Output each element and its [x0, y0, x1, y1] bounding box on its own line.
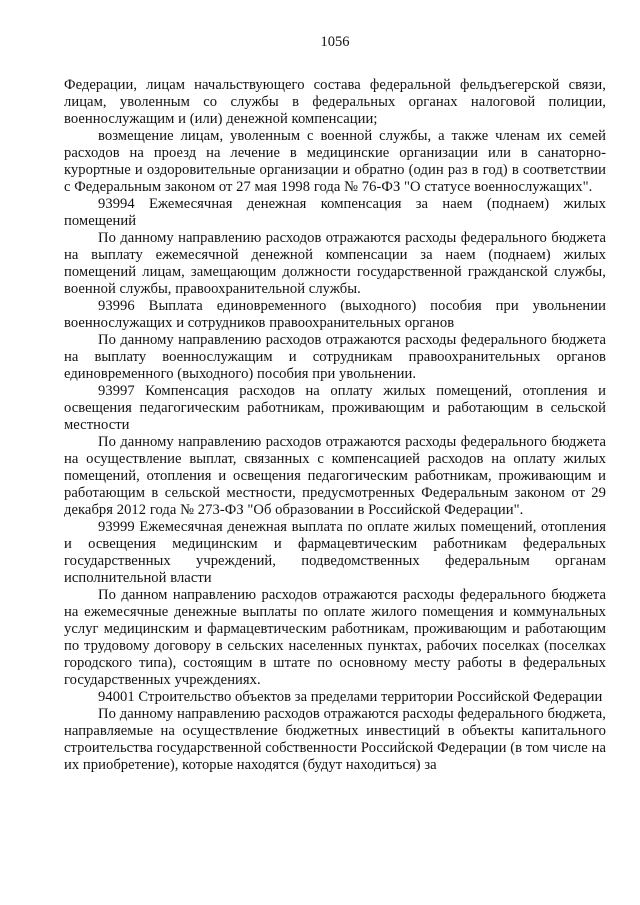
section-heading-93999: 93999 Ежемесячная денежная выплата по оплате жилых помещений, отопления и освещения медицинским и фармацевтическим работникам федеральных государственных учреждений, подведомственных федеральным органам исполнительной власти	[64, 519, 606, 586]
section-heading-93996: 93996 Выплата единовременного (выходного) пособия при увольнении военнослужащих и сотрудников правоохранительных органов	[64, 298, 606, 331]
page-number: 1056	[320, 34, 350, 50]
document-body	[64, 77, 606, 774]
paragraph: По данному направлению расходов отражаются расходы федерального бюджета, направляемые на осуществление бюджетных инвестиций в объекты капитального строительства государственной собственности Российской Федерации (в том числе на их приобретение), которые находятся (будут находиться) за	[64, 706, 606, 773]
paragraph: По данному направлению расходов отражаются расходы федерального бюджета на осуществление выплат, связанных с компенсацией расходов на оплату жилых помещений, отопления и освещения педагогическим работникам, проживающим и работающим в сельской местности, предусмотренных Федеральным законом от 29 декабря 2012 года № 273-ФЗ "Об образовании в Российской Федерации".	[64, 434, 606, 518]
paragraph: возмещение лицам, уволенным с военной службы, а также членам их семей расходов на проезд на лечение в медицинские организации или в санаторно-курортные и оздоровительные организации и обратно (один раз в год) в соответствии с Федеральным законом от 27 мая 1998 года № 76-ФЗ "О статусе военнослужащих".	[64, 128, 606, 195]
paragraph: По данному направлению расходов отражаются расходы федерального бюджета на выплату военнослужащим и сотрудникам правоохранительных органов единовременного (выходного) пособия при увольнении.	[64, 332, 606, 382]
paragraph: По данному направлению расходов отражаются расходы федерального бюджета на выплату ежемесячной денежной компенсации за наем (поднаем) жилых помещений лицам, замещающим должности государственной гражданской службы, военной службы, правоохранительной службы.	[64, 230, 606, 297]
paragraph: По данном направлению расходов отражаются расходы федерального бюджета на ежемесячные денежные выплаты по оплате жилого помещения и коммунальных услуг медицинским и фармацевтическим работникам, проживающим и работающим по трудовому договору в сельских населенных пунктах, рабочих поселках (поселках городского типа), состоящим в штате по основному месту работы в федеральных государственных учреждениях.	[64, 587, 606, 688]
section-heading-93997: 93997 Компенсация расходов на оплату жилых помещений, отопления и освещения педагогическим работникам, проживающим и работающим в сельской местности	[64, 383, 606, 433]
paragraph-continuation: Федерации, лицам начальствующего состава федеральной фельдъегерской связи, лицам, уволенным со службы в федеральных органах налоговой полиции, военнослужащим и (или) денежной компенсации;	[64, 77, 606, 127]
section-heading-94001: 94001 Строительство объектов за пределами территории Российской Федерации	[98, 689, 603, 705]
section-heading-93994: 93994 Ежемесячная денежная компенсация за наем (поднаем) жилых помещений	[64, 196, 606, 229]
